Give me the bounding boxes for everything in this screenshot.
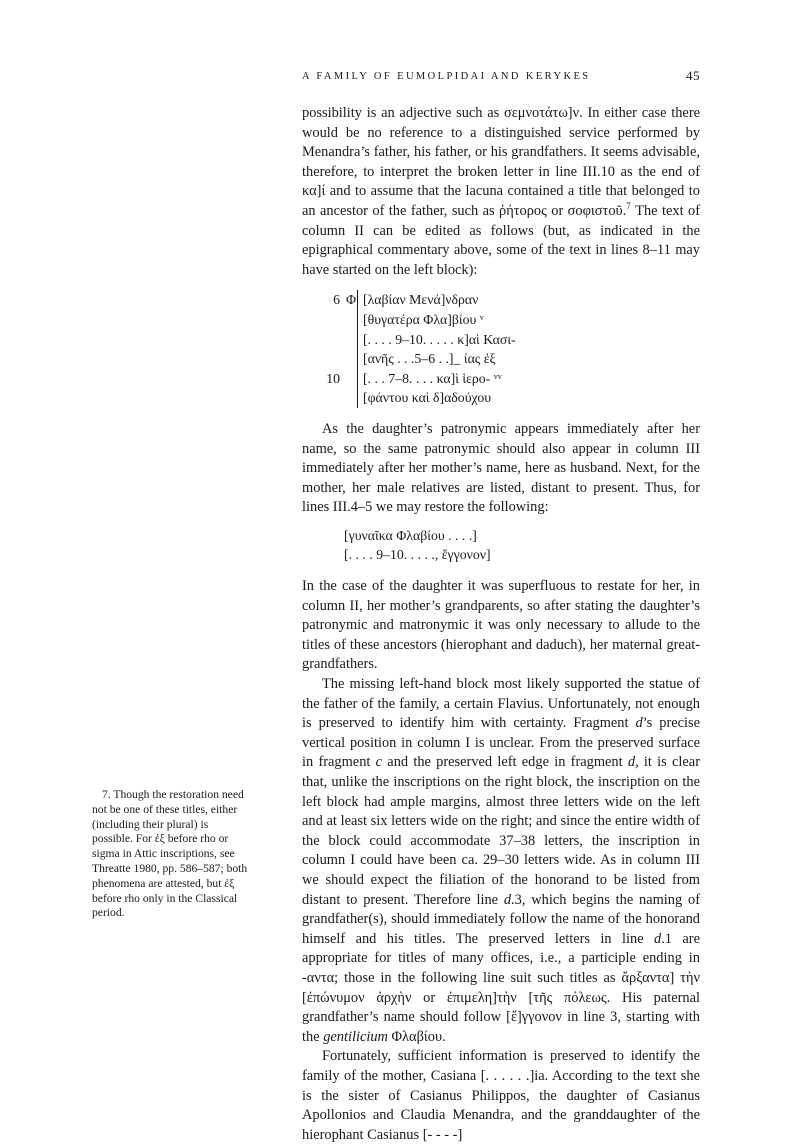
fragment-label: d (635, 715, 643, 732)
edition-line-text: [. . . 7–8. . . . κα]ὶ ἱερο- ᵛᵛ (357, 369, 502, 389)
restoration-line: [. . . . 9–10. . . . ., ἔγγονον] (344, 547, 491, 563)
edition-line-text: [λαβίαν Μενά]νδραν (357, 290, 478, 310)
paragraph-4-text: .3, which begins the naming of grandfather(s), should immediately follow the name of the honorand himself and his titles. The preserved letters in line (302, 891, 700, 947)
edition-line-text: [. . . . 9–10. . . . . κ]αὶ Κασι- (357, 330, 516, 350)
paragraph-4-text: .1 are appropriate for titles of many offices, i.e., a participle ending in -αντα; those in the following line suit such titles as ἄρξαντα] τὴν [ἐπώνυμον ἀρχὴν or ἐπιμελη]τὴν [τῆς πόλεως. His paternal grandfather’s name should follow [ἔ]γγονον in line 3, starting with the (302, 930, 700, 1045)
gentilicium-term: gentilicium (323, 1028, 388, 1045)
edition-phi: Φ (346, 292, 357, 308)
running-title: A FAMILY OF EUMOLPIDAI AND KERYKES (302, 71, 591, 82)
column-ii-edition (302, 290, 700, 408)
edition-line-text: [ανῆς . . .5–6 . .]_ ίας ἐξ (357, 349, 496, 369)
paragraph-4-text: ’s precise vertical position in column I is unclear. From the preserved surface in fragment (302, 715, 700, 771)
paragraph-1-text-a: possibility is an adjective such as σεμνοτάτω]ν. In either case there would be no reference to a distinguished service performed by Menandra’s father, his father, or his grandfathers. It seems advisable, therefore, to interpret the broken letter in line III.10 as the end of κα]ί and to assume that the lacuna contained a title that belonged to an ancestor of the father, such as ῥήτορος or σοφιστοῦ. (302, 105, 700, 219)
edition-line (302, 388, 700, 408)
footnote-7 (92, 788, 252, 921)
paragraph-2: As the daughter’s patronymic appears immediately after her name, so the same patronymic should also appear in column III immediately after her mother’s name, here as husband. Next, for the mother, her male relatives are listed, distant to present. Thus, for lines III.4–5 we may restore the following: (302, 420, 700, 516)
footnote-ref-7[interactable]: 7 (626, 201, 631, 212)
edition-line (302, 369, 700, 389)
fragment-label: c (375, 754, 383, 771)
paragraph-4 (302, 675, 700, 1047)
paragraph-1-text-b: The text of column II can be edited as follows (but, as indicated in the epigraphical commentary above, some of the text in lines 8–11 may have started on the left block): (302, 202, 701, 278)
paragraph-4-text: it is clear that, unlike the inscriptions on the right block, the inscription on the left block had ample margins, almost three letters wide on the left and at least six letters wide on the right; and since the entire width of the block could accommodate 37–38 letters, the inscription in column I could have been ca. 29–30 letters wide. As in column III we should expect the filiation of the honorand to be listed from distant to present. Therefore line (302, 754, 700, 908)
fragment-label: d, (627, 754, 639, 771)
paragraph-4-text: and the preserved left edge in fragment (382, 754, 628, 771)
edition-line (302, 310, 700, 330)
fragment-label: d (654, 930, 662, 947)
restoration-block (344, 526, 700, 565)
paragraph-4-text: The missing left-hand block most likely supported the statue of the father of the family, a certain Flavius. Unfortunately, not enough is preserved to identify him with certainty. Fragment (302, 676, 700, 732)
edition-line (302, 330, 700, 350)
edition-line (302, 290, 700, 310)
footnote-text: 7. Though the restoration need not be one of these titles, either (including their plural) is possible. For ἐξ before rho or sigma in Attic inscriptions, see Threatte 1980, pp. 586–587; both phenomena are attested, but ἐξ before rho only in the Classical period. (92, 788, 248, 920)
paragraph-3: In the case of the daughter it was superfluous to restate for her, in column II, her mother’s grandparents, so after stating the daughter’s patronymic and matronymic it was only necessary to allude to the titles of these ancestors (hierophant and daduch), her maternal great-grandfathers. (302, 578, 700, 673)
paragraph-1 (302, 104, 700, 280)
paragraph-4-text: Φλαβίου. (387, 1028, 446, 1045)
line-number: 10 (326, 370, 340, 386)
page-number: 45 (686, 68, 700, 83)
running-head (302, 68, 700, 86)
edition-line-text: [θυγατέρα Φλα]βίου ᵛ (357, 310, 484, 330)
paragraph-5: Fortunately, sufficient information is preserved to identify the family of the mother, Casiana [. . . . . .]ia. According to the text she is the sister of Casianus Philippos, the daughter of Casianus Apollonios and Claudia Menandra, and the granddaughter of the hierophant Casianus [- - - -] (302, 1048, 700, 1143)
fragment-label: d (503, 891, 512, 908)
main-text-column (302, 104, 700, 1145)
edition-line (302, 349, 700, 369)
edition-line-text: [φάντου καὶ δ]αδούχου (357, 388, 491, 408)
line-number: 6 (333, 292, 340, 308)
restoration-line: [γυναῖκα Φλαβίου . . . .] (344, 527, 477, 543)
